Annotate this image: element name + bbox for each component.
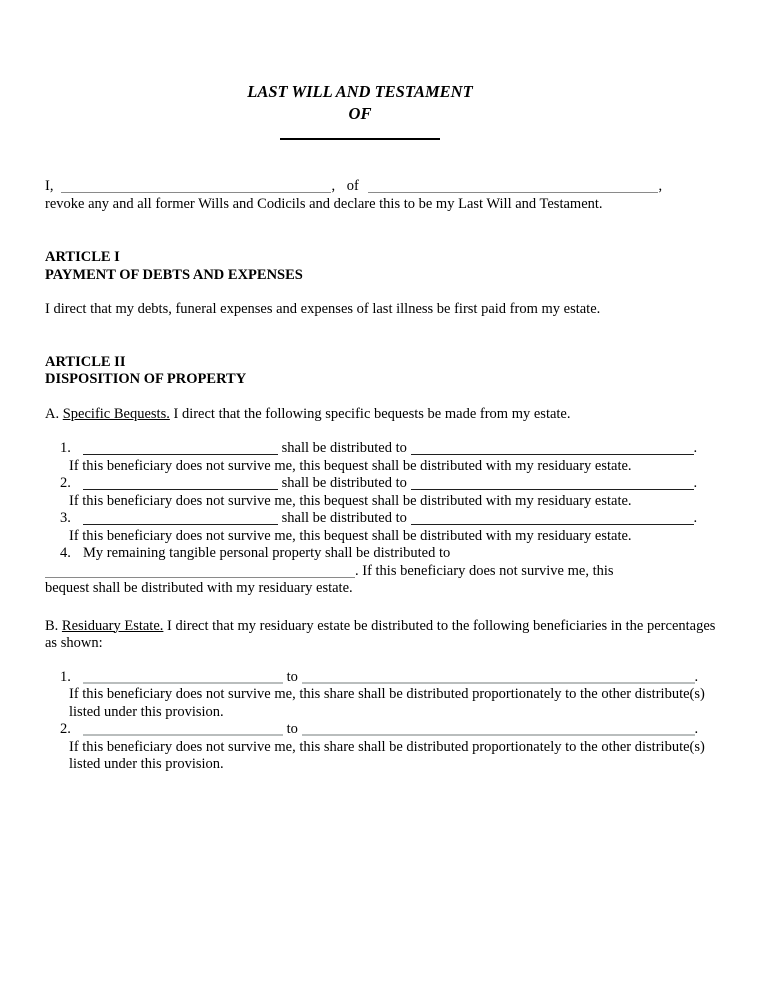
testator-residence-blank xyxy=(368,180,658,193)
row-period: . xyxy=(693,510,698,526)
row-period: . xyxy=(693,440,698,456)
residuary-share-blank xyxy=(83,670,283,684)
item-number: 2. xyxy=(60,721,71,737)
residuary-share-blank xyxy=(83,722,283,736)
tangible-property-text: My remaining tangible personal property shall be distributed to xyxy=(83,545,451,561)
item-number: 1. xyxy=(60,668,71,685)
section-a-label: A. xyxy=(45,405,60,422)
residuary-survivor-note: If this beneficiary does not survive me, this share shall be distributed proportionately to the other distribute(s) listed under this provision. xyxy=(69,686,705,720)
row-period: . xyxy=(693,475,698,491)
bequest-description-blank xyxy=(83,442,278,455)
article-1-heading xyxy=(45,249,723,284)
document-title-of: OF xyxy=(348,104,372,123)
article-1-body: I direct that my debts, funeral expenses and expenses of last illness be first paid from my estate. xyxy=(45,301,601,317)
section-b-intro-paragraph xyxy=(45,618,723,653)
item-number: 2. xyxy=(60,475,71,491)
document-title-block xyxy=(45,81,723,140)
bequest-item-row xyxy=(60,510,723,528)
section-b-title: Residuary Estate. xyxy=(61,617,164,634)
section-a-intro-text: I direct that the following specific bequests be made from my estate. xyxy=(173,405,571,422)
section-a-intro-paragraph xyxy=(45,406,723,424)
bequest-mid-text: shall be distributed to xyxy=(281,440,407,456)
bequest-survivor-note: If this beneficiary does not survive me, this bequest shall be distributed with my residuary estate. xyxy=(69,527,632,544)
tangible-property-row xyxy=(60,545,723,563)
residuary-item-row xyxy=(60,721,723,739)
residuary-to-label: to xyxy=(286,668,298,685)
item-number: 1. xyxy=(60,440,71,456)
tangible-beneficiary-row xyxy=(45,563,723,581)
testator-name-title-rule xyxy=(280,138,440,140)
article-2-number: ARTICLE II xyxy=(45,353,126,370)
specific-bequests-list xyxy=(45,440,723,598)
beneficiary-name-blank xyxy=(411,477,694,490)
residuary-beneficiary-blank xyxy=(302,722,695,736)
residuary-beneficiaries-list xyxy=(45,669,723,774)
testator-name-blank xyxy=(61,180,331,193)
row-period: . xyxy=(694,721,699,737)
residuary-item-row xyxy=(60,669,723,687)
bequest-item-row xyxy=(60,475,723,493)
article-1-number: ARTICLE I xyxy=(45,249,120,265)
row-period: . xyxy=(694,668,699,685)
tangible-beneficiary-blank xyxy=(45,565,355,578)
bequest-mid-text: shall be distributed to xyxy=(281,475,407,491)
intro-revocation-text: revoke any and all former Wills and Codicils and declare this to be my Last Will and Testament. xyxy=(45,195,603,212)
tangible-survivor-text: . If this beneficiary does not survive me, this xyxy=(355,562,614,579)
article-2-title: DISPOSITION OF PROPERTY xyxy=(45,371,247,387)
intro-trailing-comma: , xyxy=(658,178,663,194)
bequest-survivor-note: If this beneficiary does not survive me, this bequest shall be distributed with my residuary estate. xyxy=(69,457,632,474)
bequest-item-row xyxy=(60,440,723,458)
residuary-beneficiary-blank xyxy=(302,670,695,684)
item-number: 3. xyxy=(60,510,71,526)
beneficiary-name-blank xyxy=(411,512,694,525)
intro-paragraph xyxy=(45,178,723,213)
section-b-intro-text: I direct that my residuary estate be distributed to the following beneficiaries in the percentages as shown: xyxy=(45,617,716,651)
item-number: 4. xyxy=(60,545,71,561)
beneficiary-name-blank xyxy=(411,442,694,455)
bequest-mid-text: shall be distributed to xyxy=(281,510,407,526)
residuary-survivor-note: If this beneficiary does not survive me, this share shall be distributed proportionately to the other distribute(s) listed under this provision. xyxy=(69,738,705,772)
article-2-heading xyxy=(45,354,723,389)
intro-prefix: I, xyxy=(45,178,54,194)
section-a-title: Specific Bequests. xyxy=(62,405,170,422)
intro-line-1 xyxy=(45,178,723,196)
bequest-description-blank xyxy=(83,477,278,490)
article-1-title: PAYMENT OF DEBTS AND EXPENSES xyxy=(45,266,303,283)
document-title: LAST WILL AND TESTAMENT xyxy=(247,82,473,101)
intro-comma: , xyxy=(331,178,336,194)
residuary-to-label: to xyxy=(286,721,298,737)
tangible-survivor-text-2: bequest shall be distributed with my residuary estate. xyxy=(45,580,353,596)
bequest-description-blank xyxy=(83,512,278,525)
bequest-survivor-note: If this beneficiary does not survive me, this bequest shall be distributed with my residuary estate. xyxy=(69,492,632,509)
section-b-label: B. xyxy=(45,617,59,634)
intro-of-label: of xyxy=(346,178,359,194)
